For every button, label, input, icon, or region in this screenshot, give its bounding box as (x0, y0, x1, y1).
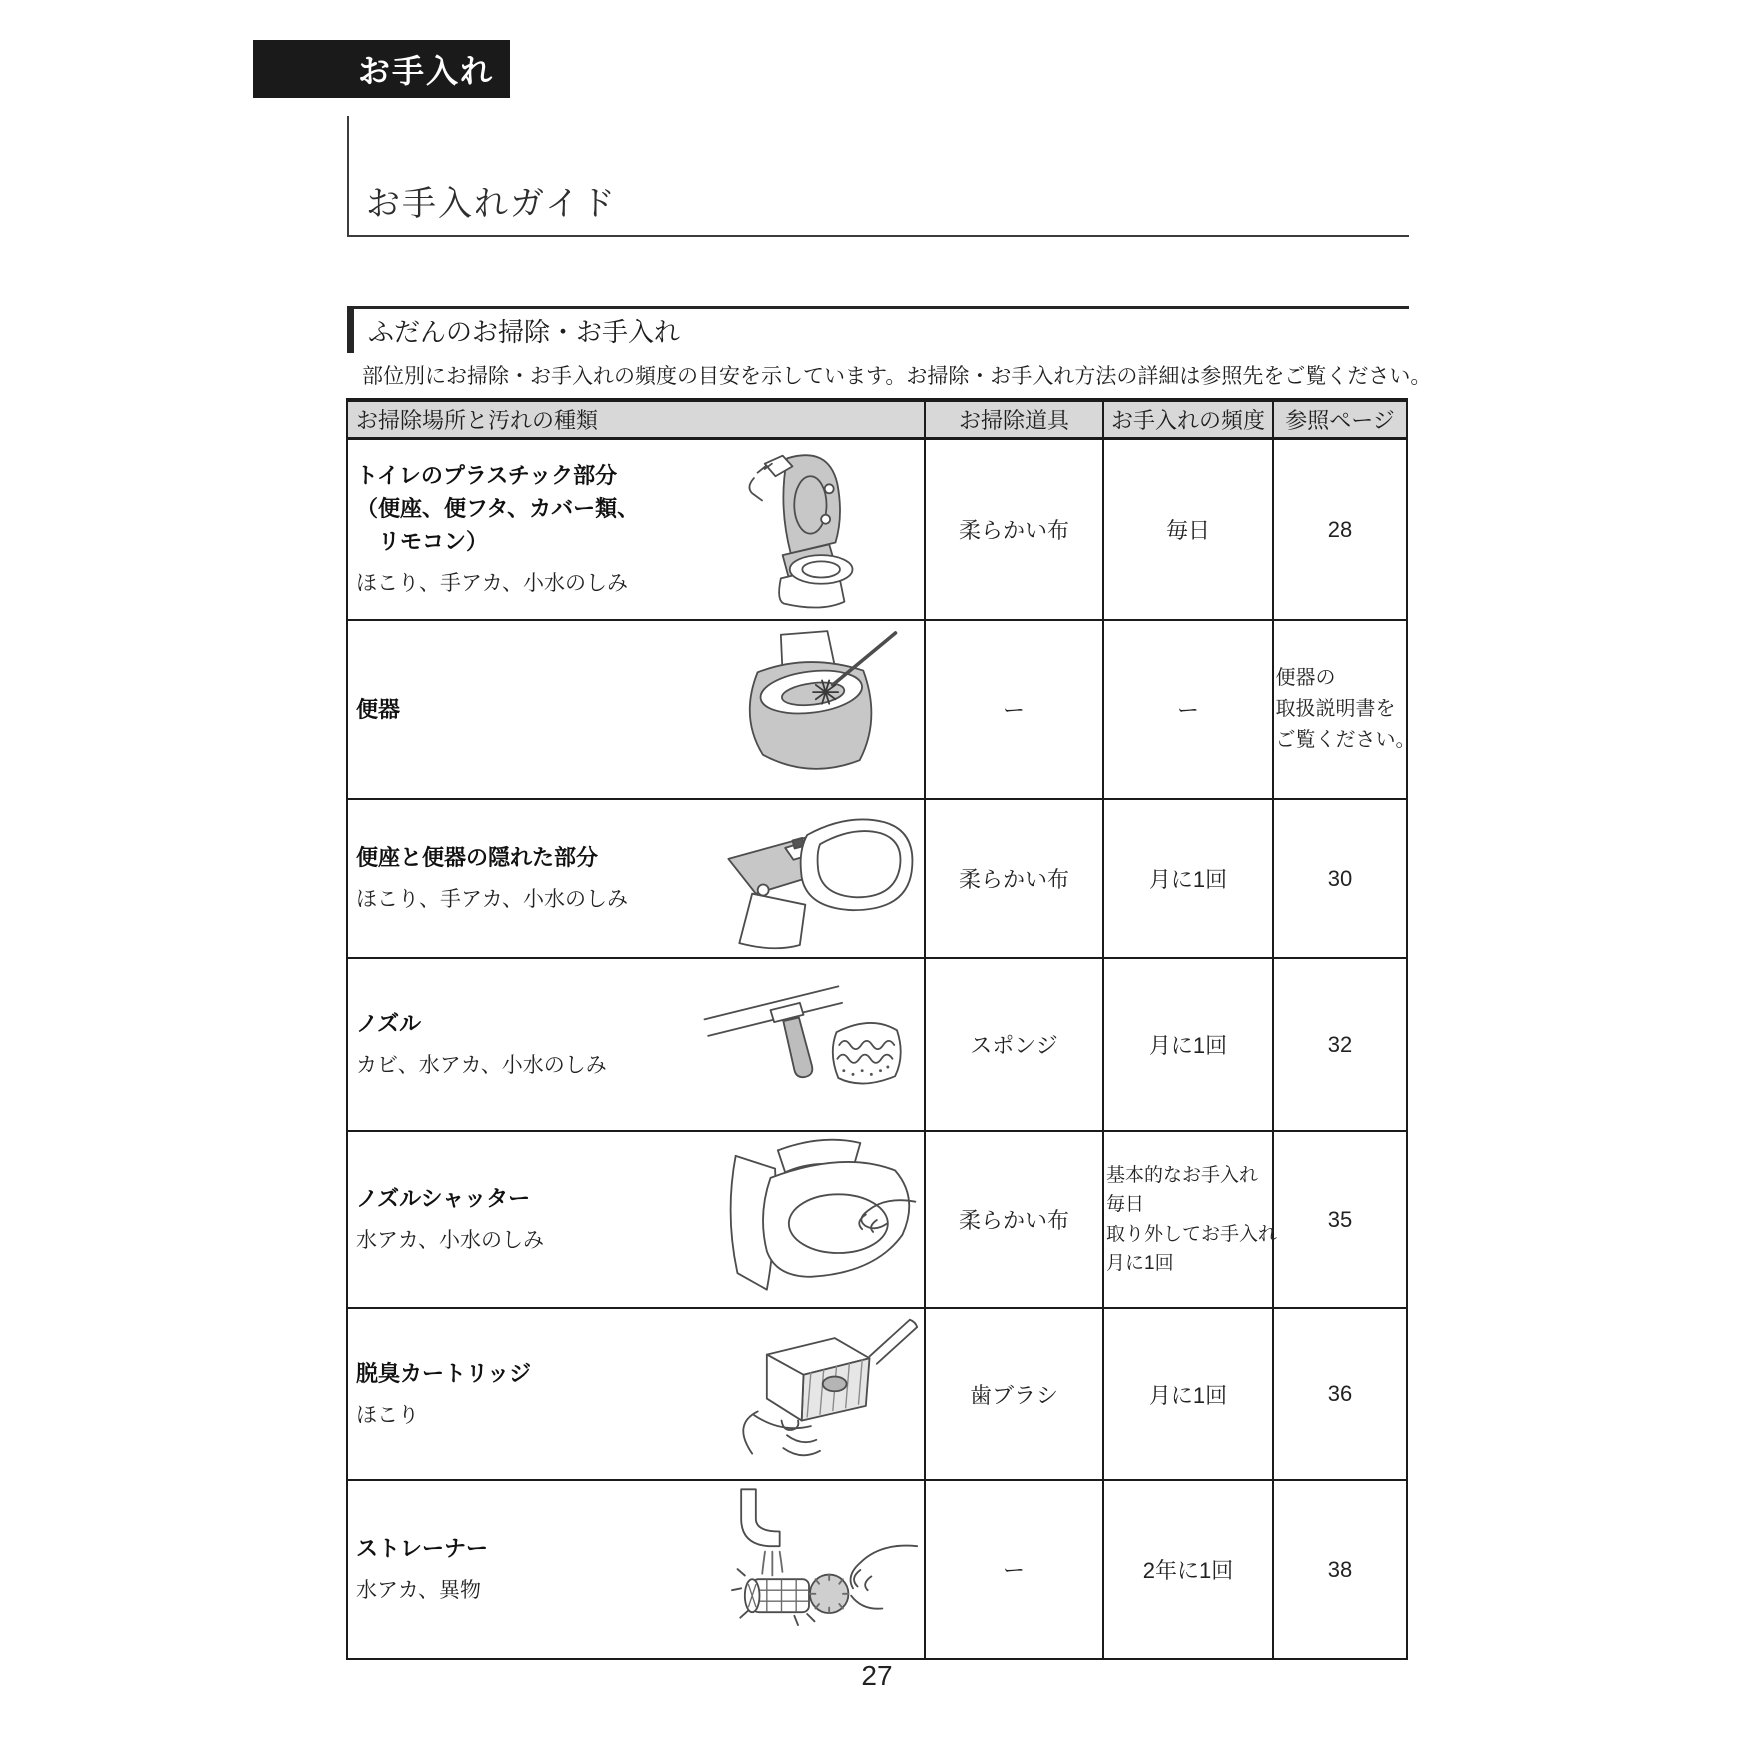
ref-page-note-line: 取扱説明書を (1275, 698, 1396, 720)
tool-value: ー (1002, 1558, 1025, 1583)
row-dirt-types: ほこり (356, 1403, 419, 1427)
frequency-note-line: 月に1回 (1106, 1252, 1174, 1274)
frequency-note-line: 取り外してお手入れ (1106, 1223, 1278, 1245)
frequency-value: 2年に1回 (1142, 1558, 1234, 1583)
cell-tool (926, 1481, 1104, 1658)
cell-ref-page (1274, 440, 1406, 619)
cell-location (348, 959, 926, 1130)
cell-ref-page (1274, 1132, 1406, 1307)
ref-page-note (1273, 663, 1416, 756)
cell-location (348, 440, 926, 619)
row-dirt-types: 水アカ、小水のしみ (356, 1229, 544, 1253)
cell-ref-page (1274, 1481, 1406, 1658)
nozzle-and-sponge-illustration (694, 970, 924, 1120)
row-title-line: 便座と便器の隠れた部分 (356, 845, 599, 871)
cell-location (348, 1132, 926, 1307)
table-row (348, 621, 1416, 800)
cell-location (348, 800, 926, 957)
cell-frequency (1104, 440, 1274, 619)
cell-location (348, 1309, 926, 1479)
chapter-badge: お手入れ (253, 40, 510, 98)
table-row (348, 1309, 1406, 1481)
cell-tool (926, 621, 1104, 798)
page-title: お手入れガイド (366, 185, 617, 223)
cell-frequency (1104, 1309, 1274, 1479)
frequency-note-line: 毎日 (1106, 1194, 1145, 1216)
cell-tool (926, 1132, 1104, 1307)
table-row (348, 800, 1406, 959)
cell-frequency (1104, 1481, 1274, 1658)
table-row (348, 1481, 1406, 1660)
table-row (348, 1132, 1406, 1309)
toilet-open-lid-wiping-illustration (694, 446, 924, 614)
row-title-line: ノズル (356, 1011, 422, 1037)
row-dirt-types: カビ、水アカ、小水のしみ (356, 1054, 607, 1078)
ref-page-value: 32 (1327, 1031, 1353, 1057)
frequency-value: 月に1回 (1148, 867, 1228, 892)
frequency-value: 月に1回 (1148, 1382, 1228, 1408)
deodorizing-cartridge-toothbrush-illustration (694, 1314, 924, 1474)
row-title-line: 便器 (356, 697, 401, 722)
frequency-value: ー (1176, 698, 1199, 723)
row-title-line: 脱臭カートリッジ (356, 1360, 532, 1386)
cell-location (348, 621, 926, 798)
section-heading-label: ふだんのお掃除・お手入れ (368, 317, 681, 347)
ref-page-value: 30 (1327, 865, 1353, 891)
header-location: お掃除場所と汚れの種類 (348, 402, 926, 437)
cell-tool (926, 1309, 1104, 1479)
cell-location (348, 1481, 926, 1658)
ref-page-value: 36 (1327, 1381, 1353, 1406)
tool-value: ー (1002, 698, 1025, 723)
title-underline (347, 235, 1409, 237)
row-dirt-types: ほこり、手アカ、小水のしみ (356, 888, 628, 912)
header-tool: お掃除道具 (926, 402, 1104, 437)
care-guide-table (346, 398, 1416, 1660)
cell-ref-page (1274, 621, 1416, 798)
ref-page-value: 35 (1327, 1206, 1353, 1232)
intro-text: 部位別にお掃除・お手入れの頻度の目安を示しています。お掃除・お手入れ方法の詳細は参照先をご覧ください。 (362, 365, 1432, 388)
nozzle-shutter-wiping-illustration (694, 1137, 924, 1303)
row-title-line: トイレのプラスチック部分 (356, 463, 618, 489)
cell-tool (926, 800, 1104, 957)
tool-value: スポンジ (970, 1033, 1058, 1058)
frequency-note-line: 基本的なお手入れ (1106, 1164, 1259, 1186)
ref-page-note-line: ご覧ください。 (1275, 729, 1416, 751)
section-heading (347, 306, 1409, 355)
strainer-rinse-illustration (694, 1486, 924, 1654)
cell-tool (926, 440, 1104, 619)
row-title-line: リモコン） (356, 529, 489, 555)
row-title-line: ストレーナー (356, 1536, 489, 1562)
tool-value: 歯ブラシ (969, 1382, 1058, 1408)
table-row (348, 959, 1406, 1132)
cell-frequency (1104, 621, 1274, 798)
header-ref-page: 参照ページ (1285, 408, 1395, 433)
frequency-value: 月に1回 (1148, 1033, 1228, 1058)
frequency-note (1102, 1161, 1278, 1279)
row-title-line: ノズルシャッター (356, 1186, 531, 1212)
tool-value: 柔らかい布 (958, 867, 1069, 892)
table-row (348, 440, 1406, 621)
row-title-line: （便座、便フタ、カバー類、 (356, 496, 640, 522)
row-dirt-types: 水アカ、異物 (356, 1579, 481, 1603)
frequency-value: 毎日 (1165, 518, 1210, 543)
cell-ref-page (1274, 1309, 1406, 1479)
seat-hidden-part-illustration (694, 805, 924, 953)
ref-page-value: 38 (1327, 1556, 1353, 1582)
toilet-bowl-brush-illustration (694, 625, 924, 795)
cell-tool (926, 959, 1104, 1130)
tool-value: 柔らかい布 (958, 1208, 1069, 1233)
cell-ref-page (1274, 800, 1406, 957)
cell-frequency (1104, 800, 1274, 957)
row-dirt-types: ほこり、手アカ、小水のしみ (356, 572, 628, 596)
title-vertical-rule (347, 116, 349, 236)
ref-page-note-line: 便器の (1275, 667, 1336, 689)
cell-frequency (1104, 959, 1274, 1130)
cell-ref-page (1274, 959, 1406, 1130)
tool-value: 柔らかい布 (958, 518, 1069, 543)
cell-frequency (1104, 1132, 1278, 1307)
header-frequency: お手入れの頻度 (1104, 402, 1274, 437)
page-number: 27 (861, 1660, 893, 1691)
table-header-row (348, 398, 1406, 440)
section-heading-bar (347, 309, 354, 353)
ref-page-value: 28 (1327, 516, 1353, 542)
